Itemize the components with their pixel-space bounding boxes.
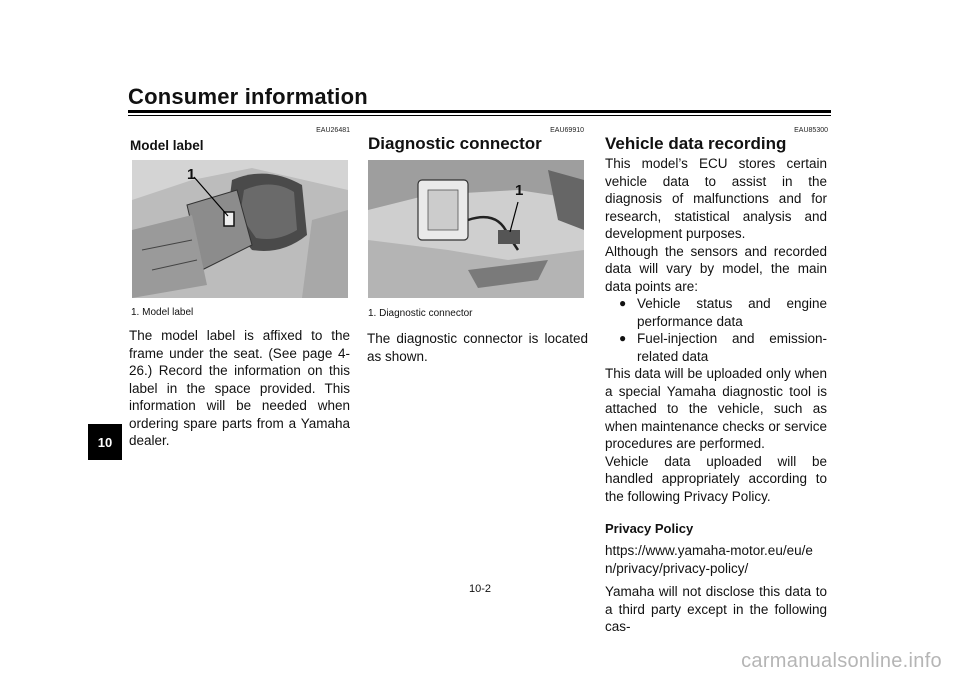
paragraph: Although the sensors and recorded data will vary by model, the main data points are: bbox=[605, 243, 827, 294]
callout-number: 1 bbox=[515, 182, 524, 199]
connector-illustration bbox=[368, 160, 584, 298]
chapter-tab: 10 bbox=[88, 424, 122, 460]
paragraph: This data will be uploaded only when a special Yamaha diagnostic tool is attached to the vehicle, such as when maintenance checks or service procedures are performed. bbox=[605, 366, 827, 451]
motorcycle-seat-illustration bbox=[132, 160, 348, 298]
header-rule-thin bbox=[128, 115, 831, 116]
section-body: The model label is affixed to the frame under the seat. (See page 4-26.) Record the information on this label in the space provided. This information will be needed when ordering spare parts from a Yamaha dealer. bbox=[129, 328, 350, 448]
privacy-link[interactable]: https://www.yamaha-motor.eu/eu/en/privacy/privacy-policy/ bbox=[605, 543, 813, 576]
page-title: Consumer information bbox=[128, 84, 368, 109]
header-rule bbox=[128, 110, 831, 113]
paragraph: Vehicle data uploaded will be handled appropriately according to the following Privacy Policy. bbox=[605, 453, 827, 504]
section-heading: Diagnostic connector bbox=[368, 134, 542, 153]
list-item: ● Fuel-injection and emission-related data bbox=[619, 331, 827, 364]
section-code: EAU85300 bbox=[794, 127, 828, 134]
section-heading: Vehicle data recording bbox=[605, 134, 787, 153]
subheading: Privacy Policy bbox=[605, 521, 694, 536]
list-item: ● Vehicle status and engine performance data bbox=[619, 296, 827, 329]
page-number: 10-2 bbox=[468, 583, 492, 595]
callout-number: 1 bbox=[187, 166, 196, 183]
model-label-photo bbox=[132, 160, 348, 298]
bullet-icon: ● bbox=[619, 331, 627, 345]
paragraph: Yamaha will not disclose this data to a third party except in the following cas- bbox=[605, 584, 827, 634]
section-body: The diagnostic connector is located as shown. bbox=[367, 331, 588, 364]
section-body bbox=[605, 155, 827, 636]
figure-caption: 1. Diagnostic connector bbox=[368, 308, 473, 319]
paragraph: This model’s ECU stores certain vehicle data to assist in the diagnosis of malfunctions and for research, statistical analysis and development purposes. bbox=[605, 156, 827, 241]
figure-caption: 1. Model label bbox=[131, 307, 194, 318]
section-code: EAU69910 bbox=[550, 127, 584, 134]
section-code: EAU26481 bbox=[316, 127, 350, 134]
diagnostic-connector-photo bbox=[368, 160, 584, 298]
watermark: carmanualsonline.info bbox=[741, 650, 942, 672]
bullet-icon: ● bbox=[619, 296, 627, 310]
section-heading: Model label bbox=[130, 138, 204, 153]
